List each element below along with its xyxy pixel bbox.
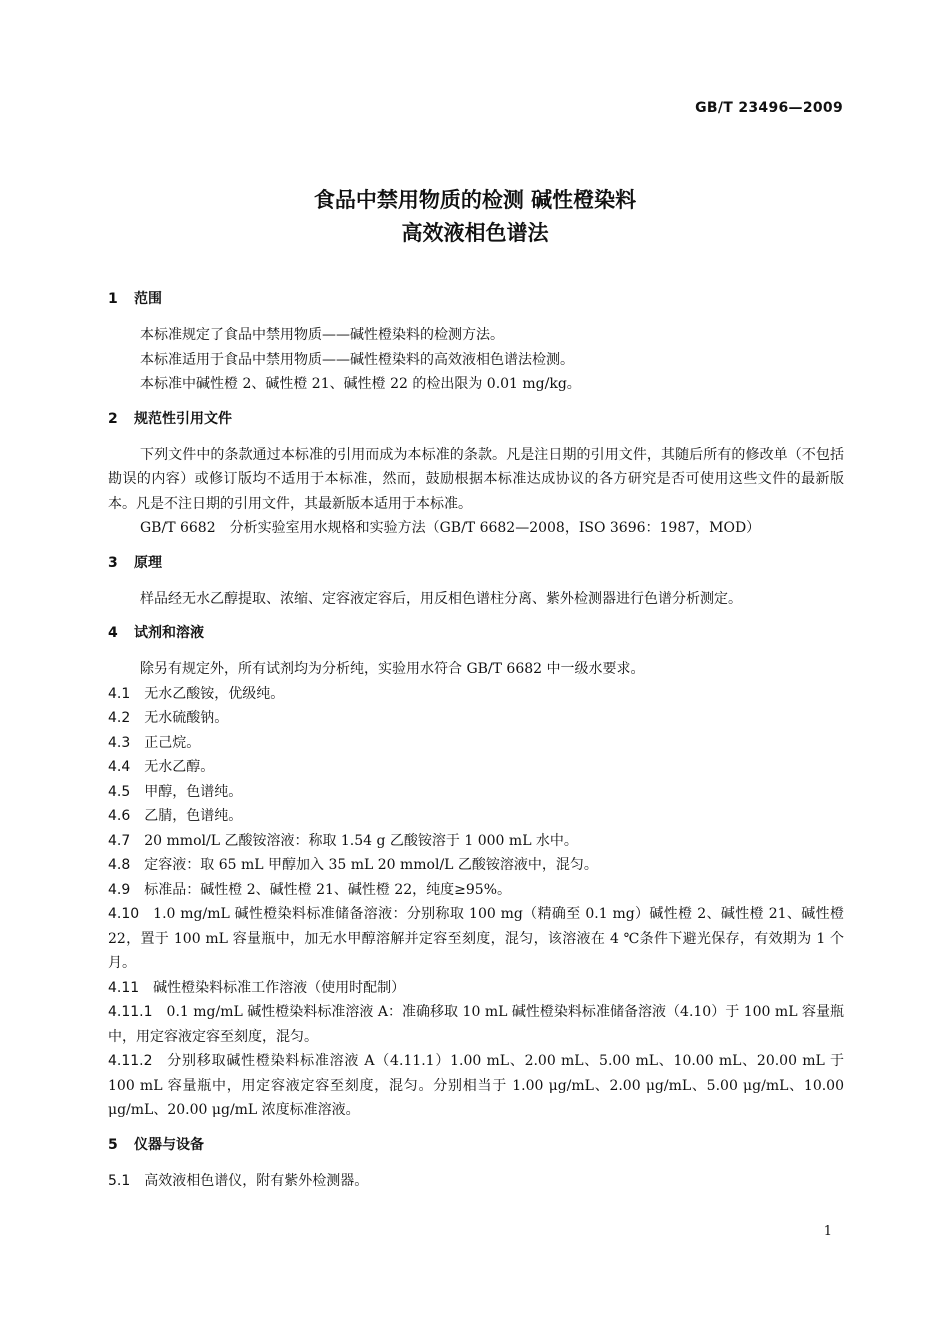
clause-item [108,1000,844,1049]
section-heading-4 [108,621,844,645]
clause-text: 无水乙酸铵，优级纯。 [144,685,285,702]
clause-item [108,1169,844,1194]
clause-text: 乙腈，色谱纯。 [144,808,243,824]
clause-text: 无水硫酸钠。 [144,710,229,726]
clause-item [108,829,844,854]
clause-number: 4.7 [108,832,131,849]
document-title-line2: 高效液相色谱法 [401,221,549,245]
section-heading-2 [108,407,844,431]
clause-item [108,804,844,829]
clause-item [108,878,844,903]
standard-code: GB/T 23496—2009 [695,100,843,116]
page-number: 1 [823,1224,832,1239]
clause-text: 1.0 mg/mL 碱性橙染料标准储备溶液：分别称取 100 mg（精确至 0.1 mg）碱性橙 2、碱性橙 21、碱性橙 22，置于 100 mL 容量瓶中，加无水甲醇溶解并定容至刻度，混匀，该溶液在 4 ℃条件下避光保存，有效期为 1 个月。 [108,906,844,971]
clause-text: 分别移取碱性橙染料标准溶液 A（4.11.1）1.00 mL、2.00 mL、5.00 mL、10.00 mL、20.00 mL 于 100 mL 容量瓶中，用定容液定容至刻度，混匀。分别相当于 1.00 μg/mL、2.00 μg/mL、5.00 μg/mL、10.00 μg/mL、20.00 μg/mL 浓度标准溶液。 [108,1053,844,1118]
section-heading-5 [108,1133,844,1157]
clause-number: 4.1 [108,685,131,702]
section-number: 5 [108,1136,118,1153]
paragraph: 下列文件中的条款通过本标准的引用而成为本标准的条款。凡是注日期的引用文件，其随后所有的修改单（不包括勘误的内容）或修订版均不适用于本标准，然而，鼓励根据本标准达成协议的各方研究是否可使用这些文件的最新版本。凡是不注日期的引用文件，其最新版本适用于本标准。 [108,446,844,512]
paragraph: 本标准中碱性橙 2、碱性橙 21、碱性橙 22 的检出限为 0.01 mg/kg。 [140,376,581,392]
clause-text: 无水乙醇。 [144,759,215,775]
section-number: 2 [108,410,118,427]
clause-number: 4.5 [108,783,131,800]
paragraph: 本标准规定了食品中禁用物质——碱性橙染料的检测方法。 [140,327,504,343]
section-title: 试剂和溶液 [134,625,204,641]
clause-text: 标准品：碱性橙 2、碱性橙 21、碱性橙 22，纯度≥95%。 [144,881,511,898]
clause-number: 4.4 [108,759,131,775]
clause-number: 4.2 [108,710,131,726]
section-title: 仪器与设备 [134,1136,204,1153]
document-body [108,287,844,1193]
section-title: 原理 [134,554,162,571]
clause-text: 定容液：取 65 mL 甲醇加入 35 mL 20 mmol/L 乙酸铵溶液中，混匀。 [144,857,598,873]
section-heading-3 [108,551,844,575]
section-heading-1 [108,287,844,311]
normative-reference: GB/T 6682 分析实验室用水规格和实验方法（GB/T 6682—2008，ISO 3696：1987，MOD） [140,520,761,536]
clause-number: 4.10 [108,906,140,922]
clause-item [108,706,844,731]
section-number: 1 [108,291,118,307]
clause-text: 甲醇，色谱纯。 [144,783,243,800]
clause-item [108,976,844,1001]
clause-item [108,902,844,976]
clause-text: 0.1 mg/mL 碱性橙染料标准溶液 A：准确移取 10 mL 碱性橙染料标准储备溶液（4.10）于 100 mL 容量瓶中，用定容液定容至刻度，混匀。 [108,1004,844,1045]
clause-item [108,1049,844,1123]
clause-item [108,682,844,707]
clause-item [108,853,844,878]
document-title-line1: 食品中禁用物质的检测 碱性橙染料 [313,188,637,212]
clause-item [108,780,844,805]
section-number: 4 [108,625,118,641]
paragraph: 样品经无水乙醇提取、浓缩、定容液定容后，用反相色谱柱分离、紫外检测器进行色谱分析测定。 [140,590,742,607]
clause-number: 4.11.1 [108,1004,153,1020]
clause-text: 正己烷。 [144,734,201,751]
clause-number: 4.3 [108,734,131,751]
clause-number: 4.11 [108,979,140,996]
clause-text: 碱性橙染料标准工作溶液（使用时配制） [153,979,406,996]
paragraph: 本标准适用于食品中禁用物质——碱性橙染料的高效液相色谱法检测。 [140,351,574,368]
clause-item [108,731,844,756]
clause-number: 4.9 [108,881,131,898]
clause-text: 20 mmol/L 乙酸铵溶液：称取 1.54 g 乙酸铵溶于 1 000 mL 水中。 [144,832,578,849]
clause-text: 高效液相色谱仪，附有紫外检测器。 [144,1172,369,1189]
clause-number: 4.11.2 [108,1053,153,1069]
clause-number: 4.6 [108,808,131,824]
section-title: 范围 [134,291,162,307]
clause-number: 5.1 [108,1172,131,1189]
clause-item [108,755,844,780]
paragraph: 除另有规定外，所有试剂均为分析纯，实验用水符合 GB/T 6682 中一级水要求。 [140,661,645,677]
section-number: 3 [108,554,118,571]
clause-number: 4.8 [108,857,131,873]
section-title: 规范性引用文件 [134,410,232,427]
